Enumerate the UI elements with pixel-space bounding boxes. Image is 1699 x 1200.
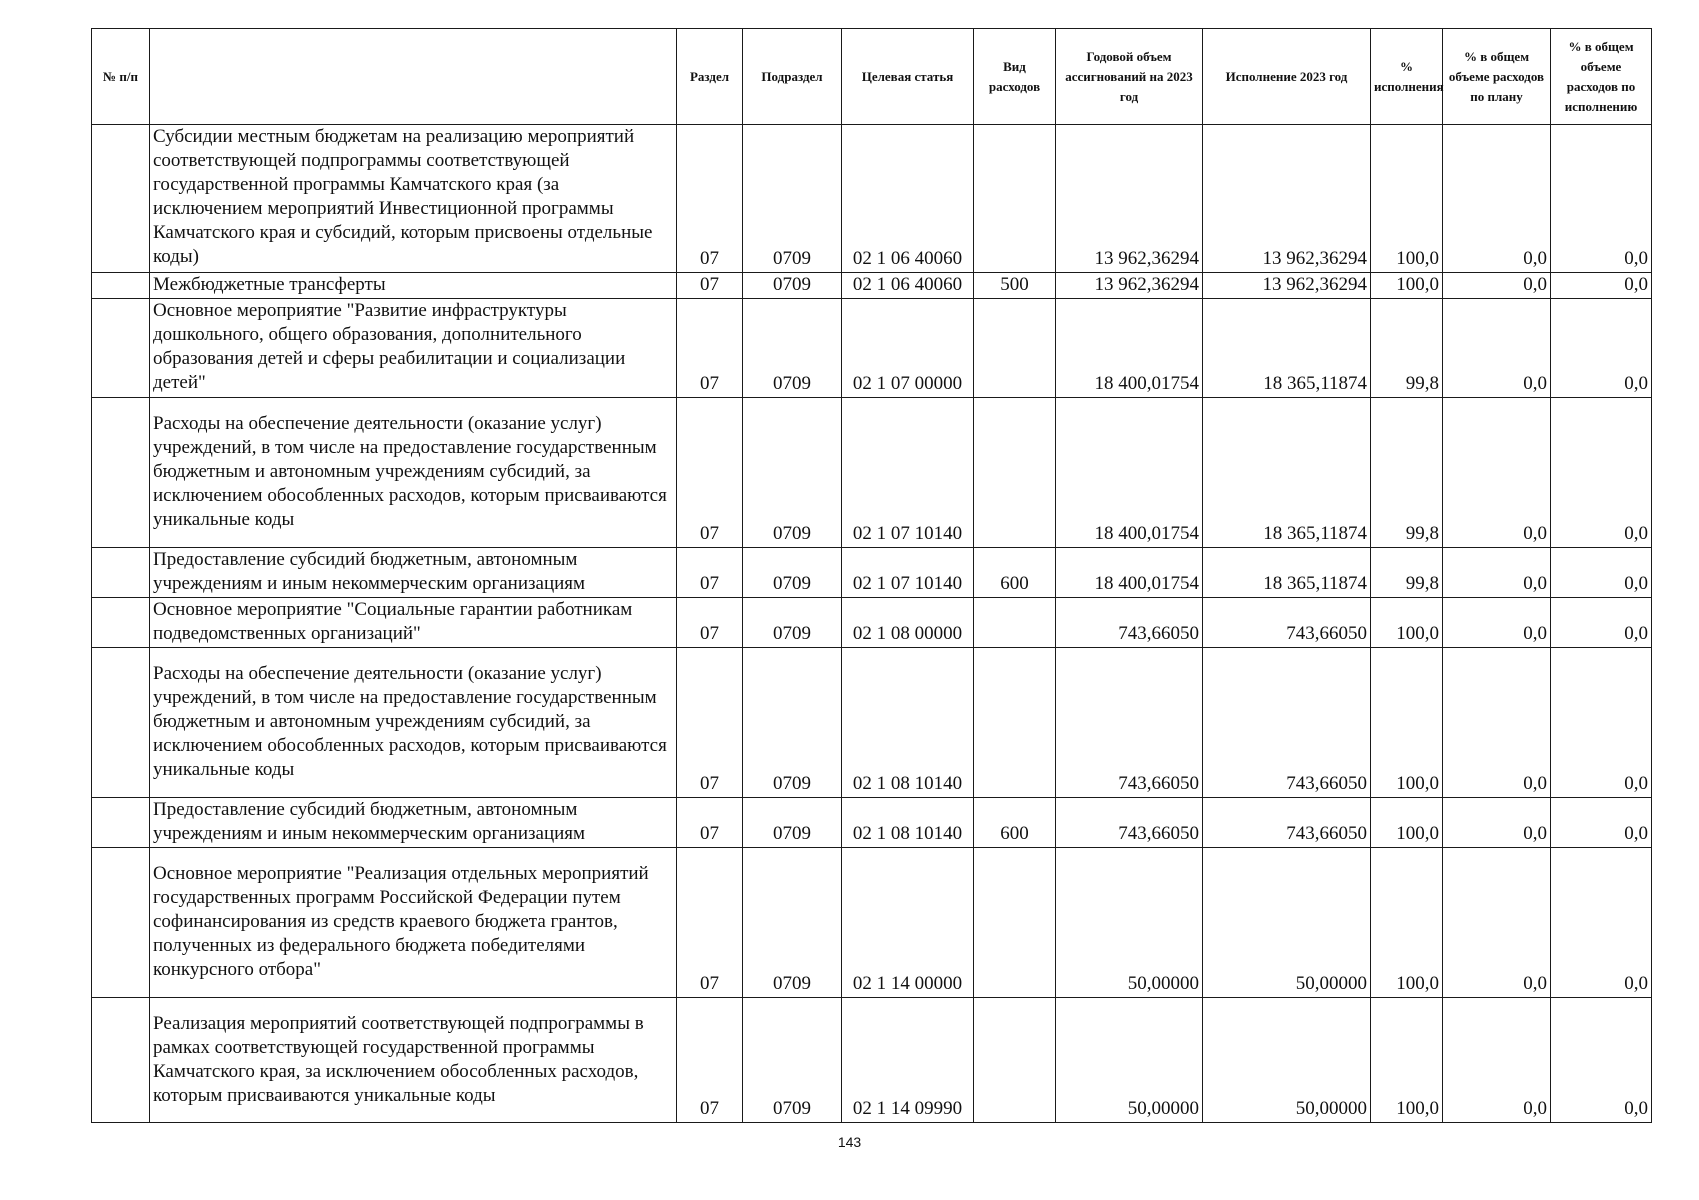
row-plan: 743,66050 bbox=[1056, 648, 1203, 798]
table-row bbox=[92, 798, 1652, 848]
table-row bbox=[92, 125, 1652, 273]
row-num bbox=[92, 548, 150, 598]
row-vid: 600 bbox=[974, 548, 1056, 598]
row-vid bbox=[974, 648, 1056, 798]
row-pct: 100,0 bbox=[1371, 798, 1443, 848]
row-podrazdel: 0709 bbox=[743, 273, 842, 299]
header-target: Целевая статья bbox=[842, 29, 974, 125]
header-vid: Вид расходов bbox=[974, 29, 1056, 125]
row-target: 02 1 07 10140 bbox=[842, 548, 974, 598]
row-share-plan: 0,0 bbox=[1443, 548, 1551, 598]
row-podrazdel: 0709 bbox=[743, 299, 842, 398]
table-header-row bbox=[92, 29, 1652, 125]
row-share-plan: 0,0 bbox=[1443, 398, 1551, 548]
row-target: 02 1 08 00000 bbox=[842, 598, 974, 648]
row-num bbox=[92, 798, 150, 848]
header-num: № п/п bbox=[92, 29, 150, 125]
row-razdel: 07 bbox=[677, 548, 743, 598]
row-share-fact: 0,0 bbox=[1551, 598, 1652, 648]
row-share-fact: 0,0 bbox=[1551, 998, 1652, 1123]
row-num bbox=[92, 998, 150, 1123]
row-podrazdel: 0709 bbox=[743, 648, 842, 798]
row-num bbox=[92, 299, 150, 398]
row-plan: 50,00000 bbox=[1056, 848, 1203, 998]
row-share-plan: 0,0 bbox=[1443, 598, 1551, 648]
row-razdel: 07 bbox=[677, 299, 743, 398]
row-share-plan: 0,0 bbox=[1443, 998, 1551, 1123]
row-share-plan: 0,0 bbox=[1443, 273, 1551, 299]
table-row bbox=[92, 548, 1652, 598]
table-row bbox=[92, 273, 1652, 299]
row-fact: 743,66050 bbox=[1203, 798, 1371, 848]
row-vid bbox=[974, 125, 1056, 273]
row-vid bbox=[974, 998, 1056, 1123]
row-plan: 743,66050 bbox=[1056, 598, 1203, 648]
row-podrazdel: 0709 bbox=[743, 398, 842, 548]
row-target: 02 1 06 40060 bbox=[842, 273, 974, 299]
header-share-plan: % в общем объеме расходов по плану bbox=[1443, 29, 1551, 125]
row-share-fact: 0,0 bbox=[1551, 299, 1652, 398]
row-fact: 13 962,36294 bbox=[1203, 273, 1371, 299]
row-plan: 743,66050 bbox=[1056, 798, 1203, 848]
row-share-plan: 0,0 bbox=[1443, 299, 1551, 398]
row-plan: 18 400,01754 bbox=[1056, 548, 1203, 598]
table-row bbox=[92, 598, 1652, 648]
table-row bbox=[92, 398, 1652, 548]
row-pct: 100,0 bbox=[1371, 598, 1443, 648]
row-target: 02 1 14 09990 bbox=[842, 998, 974, 1123]
budget-execution-table bbox=[91, 28, 1652, 1123]
row-razdel: 07 bbox=[677, 848, 743, 998]
row-podrazdel: 0709 bbox=[743, 598, 842, 648]
row-fact: 18 365,11874 bbox=[1203, 299, 1371, 398]
row-num bbox=[92, 648, 150, 798]
row-name: Предоставление субсидий бюджетным, автономным учреждениям и иным некоммерческим организациям bbox=[150, 798, 677, 848]
row-vid bbox=[974, 598, 1056, 648]
row-share-fact: 0,0 bbox=[1551, 273, 1652, 299]
row-plan: 50,00000 bbox=[1056, 998, 1203, 1123]
row-num bbox=[92, 398, 150, 548]
table-row bbox=[92, 998, 1652, 1123]
row-target: 02 1 07 10140 bbox=[842, 398, 974, 548]
row-vid bbox=[974, 299, 1056, 398]
row-name: Субсидии местным бюджетам на реализацию мероприятий соответствующей подпрограммы соответствующей государственной программы Камчатского края (за исключением мероприятий Инвестиционной программы Камчатского края и субсидий, которым присвоены отдельные коды) bbox=[150, 125, 677, 273]
row-podrazdel: 0709 bbox=[743, 798, 842, 848]
row-vid bbox=[974, 398, 1056, 548]
row-fact: 50,00000 bbox=[1203, 848, 1371, 998]
row-share-fact: 0,0 bbox=[1551, 848, 1652, 998]
row-razdel: 07 bbox=[677, 273, 743, 299]
header-share-fact: % в общем объеме расходов по исполнению bbox=[1551, 29, 1652, 125]
row-num bbox=[92, 848, 150, 998]
row-fact: 18 365,11874 bbox=[1203, 548, 1371, 598]
row-name: Реализация мероприятий соответствующей подпрограммы в рамках соответствующей государственной программы Камчатского края, за исключением обособленных расходов, которым присваиваются уникальные коды bbox=[150, 998, 677, 1123]
row-target: 02 1 07 00000 bbox=[842, 299, 974, 398]
table-row bbox=[92, 648, 1652, 798]
row-razdel: 07 bbox=[677, 798, 743, 848]
row-pct: 100,0 bbox=[1371, 125, 1443, 273]
row-name: Основное мероприятие "Реализация отдельных мероприятий государственных программ Российской Федерации путем софинансирования из средств краевого бюджета грантов, полученных из федерального бюджета победителями конкурсного отбора" bbox=[150, 848, 677, 998]
row-target: 02 1 14 00000 bbox=[842, 848, 974, 998]
row-fact: 743,66050 bbox=[1203, 598, 1371, 648]
row-plan: 18 400,01754 bbox=[1056, 398, 1203, 548]
row-fact: 13 962,36294 bbox=[1203, 125, 1371, 273]
row-podrazdel: 0709 bbox=[743, 125, 842, 273]
row-share-fact: 0,0 bbox=[1551, 648, 1652, 798]
row-vid: 500 bbox=[974, 273, 1056, 299]
row-share-plan: 0,0 bbox=[1443, 798, 1551, 848]
row-podrazdel: 0709 bbox=[743, 848, 842, 998]
row-name: Основное мероприятие "Развитие инфраструктуры дошкольного, общего образования, дополнительного образования детей и сферы реабилитации и социализации детей" bbox=[150, 299, 677, 398]
row-plan: 13 962,36294 bbox=[1056, 273, 1203, 299]
row-target: 02 1 06 40060 bbox=[842, 125, 974, 273]
row-pct: 99,8 bbox=[1371, 398, 1443, 548]
row-share-plan: 0,0 bbox=[1443, 848, 1551, 998]
header-pct: % исполнения bbox=[1371, 29, 1443, 125]
table-row bbox=[92, 299, 1652, 398]
row-razdel: 07 bbox=[677, 598, 743, 648]
row-name: Межбюджетные трансферты bbox=[150, 273, 677, 299]
header-podrazdel: Подраздел bbox=[743, 29, 842, 125]
row-plan: 13 962,36294 bbox=[1056, 125, 1203, 273]
row-podrazdel: 0709 bbox=[743, 548, 842, 598]
header-plan: Годовой объем ассигнований на 2023 год bbox=[1056, 29, 1203, 125]
row-vid: 600 bbox=[974, 798, 1056, 848]
row-fact: 743,66050 bbox=[1203, 648, 1371, 798]
header-razdel: Раздел bbox=[677, 29, 743, 125]
row-razdel: 07 bbox=[677, 648, 743, 798]
row-pct: 100,0 bbox=[1371, 848, 1443, 998]
row-fact: 50,00000 bbox=[1203, 998, 1371, 1123]
row-vid bbox=[974, 848, 1056, 998]
row-num bbox=[92, 273, 150, 299]
row-share-fact: 0,0 bbox=[1551, 548, 1652, 598]
row-name: Расходы на обеспечение деятельности (оказание услуг) учреждений, в том числе на предоставление государственным бюджетным и автономным учреждениям субсидий, за исключением обособленных расходов, которым присваиваются уникальные коды bbox=[150, 398, 677, 548]
row-razdel: 07 bbox=[677, 125, 743, 273]
row-pct: 100,0 bbox=[1371, 648, 1443, 798]
row-pct: 99,8 bbox=[1371, 299, 1443, 398]
row-target: 02 1 08 10140 bbox=[842, 648, 974, 798]
page-number: 143 bbox=[837, 1134, 862, 1150]
row-pct: 99,8 bbox=[1371, 548, 1443, 598]
row-pct: 100,0 bbox=[1371, 998, 1443, 1123]
row-num bbox=[92, 598, 150, 648]
row-podrazdel: 0709 bbox=[743, 998, 842, 1123]
row-razdel: 07 bbox=[677, 998, 743, 1123]
row-plan: 18 400,01754 bbox=[1056, 299, 1203, 398]
row-share-fact: 0,0 bbox=[1551, 798, 1652, 848]
row-share-fact: 0,0 bbox=[1551, 125, 1652, 273]
table-row bbox=[92, 848, 1652, 998]
row-name: Предоставление субсидий бюджетным, автономным учреждениям и иным некоммерческим организациям bbox=[150, 548, 677, 598]
row-razdel: 07 bbox=[677, 398, 743, 548]
row-name: Основное мероприятие "Социальные гарантии работникам подведомственных организаций" bbox=[150, 598, 677, 648]
row-pct: 100,0 bbox=[1371, 273, 1443, 299]
header-fact: Исполнение 2023 год bbox=[1203, 29, 1371, 125]
row-share-plan: 0,0 bbox=[1443, 648, 1551, 798]
row-name: Расходы на обеспечение деятельности (оказание услуг) учреждений, в том числе на предоставление государственным бюджетным и автономным учреждениям субсидий, за исключением обособленных расходов, которым присваиваются уникальные коды bbox=[150, 648, 677, 798]
row-target: 02 1 08 10140 bbox=[842, 798, 974, 848]
row-share-fact: 0,0 bbox=[1551, 398, 1652, 548]
row-share-plan: 0,0 bbox=[1443, 125, 1551, 273]
row-fact: 18 365,11874 bbox=[1203, 398, 1371, 548]
row-num bbox=[92, 125, 150, 273]
header-name bbox=[150, 29, 677, 125]
